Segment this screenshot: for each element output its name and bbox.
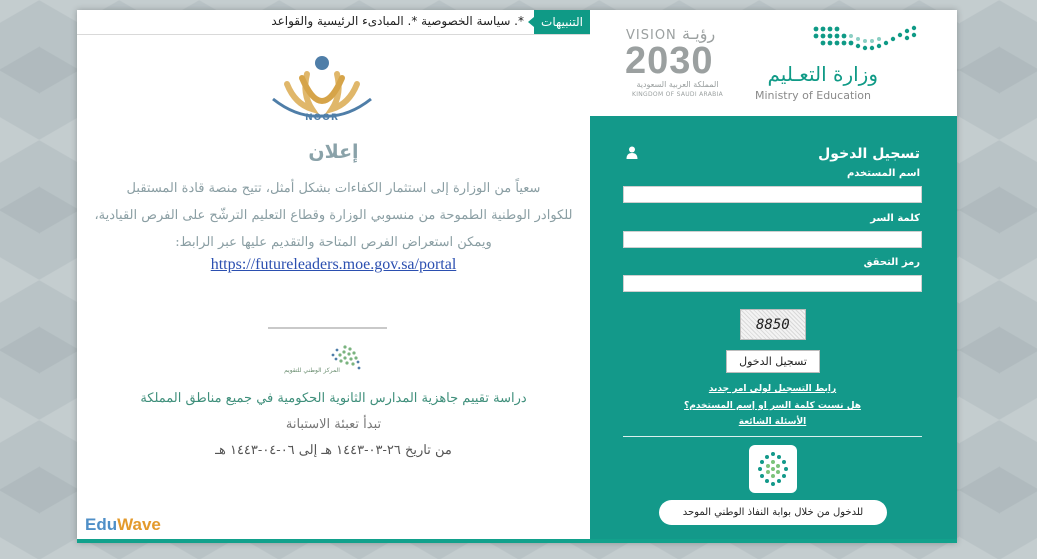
- login-separator: [623, 436, 922, 437]
- nafath-logo-icon: [749, 445, 797, 493]
- faq-link[interactable]: الأسئلة الشائعة: [738, 417, 807, 427]
- main-frame: [77, 10, 957, 543]
- parent-register-link[interactable]: رابط التسجيل لولي امر جديد: [708, 384, 837, 394]
- captcha-image: [740, 309, 806, 340]
- divider: [268, 327, 387, 329]
- evaluation-center-logo-text: المركز الوطني للتقويم: [284, 367, 340, 374]
- vision-arabic: رؤيـة: [682, 24, 716, 43]
- announcements-panel: [77, 10, 590, 543]
- vision-word: VISION: [626, 28, 677, 43]
- vision-2030-number: 2030: [625, 40, 714, 82]
- logos-header: [590, 10, 957, 116]
- announcement-line-2: للكوادر الوطنية الطموحة من منسوبي الوزارة وقطاع التعليم الترشّح على الفرص القيادية،: [94, 208, 573, 223]
- login-button[interactable]: تسجيل الدخول: [726, 350, 820, 373]
- eduwave-logo-part1: Edu: [85, 515, 118, 534]
- moe-arabic-name: وزارة التعـليم: [767, 62, 878, 86]
- noor-logo-text: NOOR: [305, 113, 339, 123]
- evaluation-center-logo-icon: [309, 343, 369, 383]
- ticker-label: التنبيهات: [534, 10, 590, 34]
- username-label: اسم المستخدم: [846, 168, 920, 179]
- captcha-input[interactable]: [623, 275, 922, 292]
- moe-english-name: Ministry of Education: [755, 89, 872, 102]
- vision-subtitle-arabic: المملكة العربية السعودية: [636, 80, 719, 89]
- user-icon: [626, 146, 638, 159]
- captcha-code: 8850: [756, 317, 790, 333]
- captcha-label: رمز التحقق: [863, 257, 920, 268]
- announcement-line-3: ويمكن استعراض الفرص المتاحة والتقديم عليها عبر الرابط:: [175, 235, 492, 250]
- login-form: [590, 116, 957, 543]
- survey-line-1: دراسة تقييم جاهزية المدارس الثانوية الحكومية في جميع مناطق المملكة: [140, 391, 527, 406]
- announcement-title: إعلان: [308, 141, 359, 163]
- forgot-credentials-link[interactable]: هل نسيت كلمة السر او إسم المستخدم؟: [684, 401, 861, 411]
- nafath-login-button[interactable]: للدخول من خلال بوابة النفاذ الوطني الموحد: [659, 500, 887, 525]
- login-title: تسجيل الدخول: [818, 146, 920, 162]
- login-panel: [590, 10, 957, 543]
- password-label: كلمة السر: [870, 213, 920, 224]
- alerts-ticker: [77, 10, 590, 35]
- bottom-strip: [77, 539, 957, 543]
- vision-subtitle-english: KINGDOM OF SAUDI ARABIA: [631, 91, 724, 98]
- nafath-icon[interactable]: [749, 445, 797, 493]
- announcement-line-1: سعياً من الوزارة إلى استثمار الكفاءات بشكل أمثل، تتيح منصة قادة المستقبل: [126, 181, 541, 196]
- username-input[interactable]: [623, 186, 922, 203]
- survey-line-3: من تاريخ ٢٦-٠٣-١٤٤٣ هـ إلى ٠٦-٠٤-١٤٤٣ هـ: [215, 443, 452, 458]
- future-leaders-link[interactable]: https://futureleaders.moe.gov.sa/portal: [210, 256, 457, 273]
- moe-dots-icon: [810, 24, 922, 54]
- eduwave-logo: [85, 515, 161, 535]
- ticker-text[interactable]: *. سياسة الخصوصية *. المبادىء الرئيسية والقواعد: [271, 14, 524, 28]
- survey-line-2: تبدأ تعبئة الاستبانة: [285, 417, 382, 432]
- eduwave-logo-part2: Wave: [117, 515, 161, 534]
- password-input[interactable]: [623, 231, 922, 248]
